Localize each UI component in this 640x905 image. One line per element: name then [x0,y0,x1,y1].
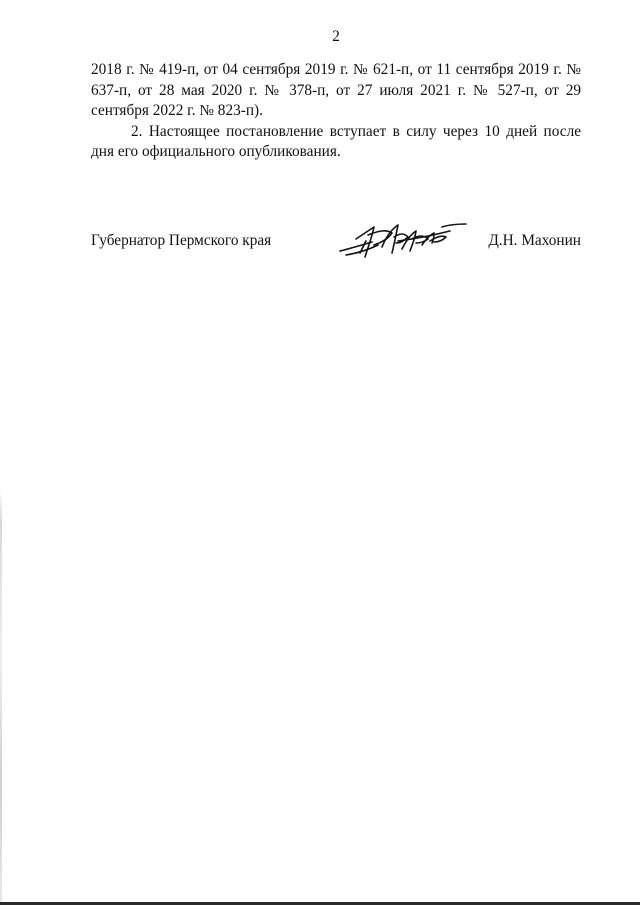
page-number: 2 [332,28,340,45]
paragraph-effective-date: 2. Настоящее постановление вступает в силу через 10 дней после дня его официального опубликования. [91,122,581,160]
signatory-position: Губернатор Пермского края [91,232,272,249]
signatory-name: Д.Н. Махонин [488,232,581,249]
scan-left-edge [0,490,2,905]
signature-block [91,229,581,259]
document-body [91,60,581,163]
handwritten-signature-image [338,215,468,261]
paragraph-amendments-list: 2018 г. № 419-п, от 04 сентября 2019 г. № 621-п, от 11 сентября 2019 г. № 637-п, от 28 мая 2020 г. № 378-п, от 27 июля 2021 г. № 527-п, от 29 сентября 2022 г. № 823-п). [91,61,581,119]
